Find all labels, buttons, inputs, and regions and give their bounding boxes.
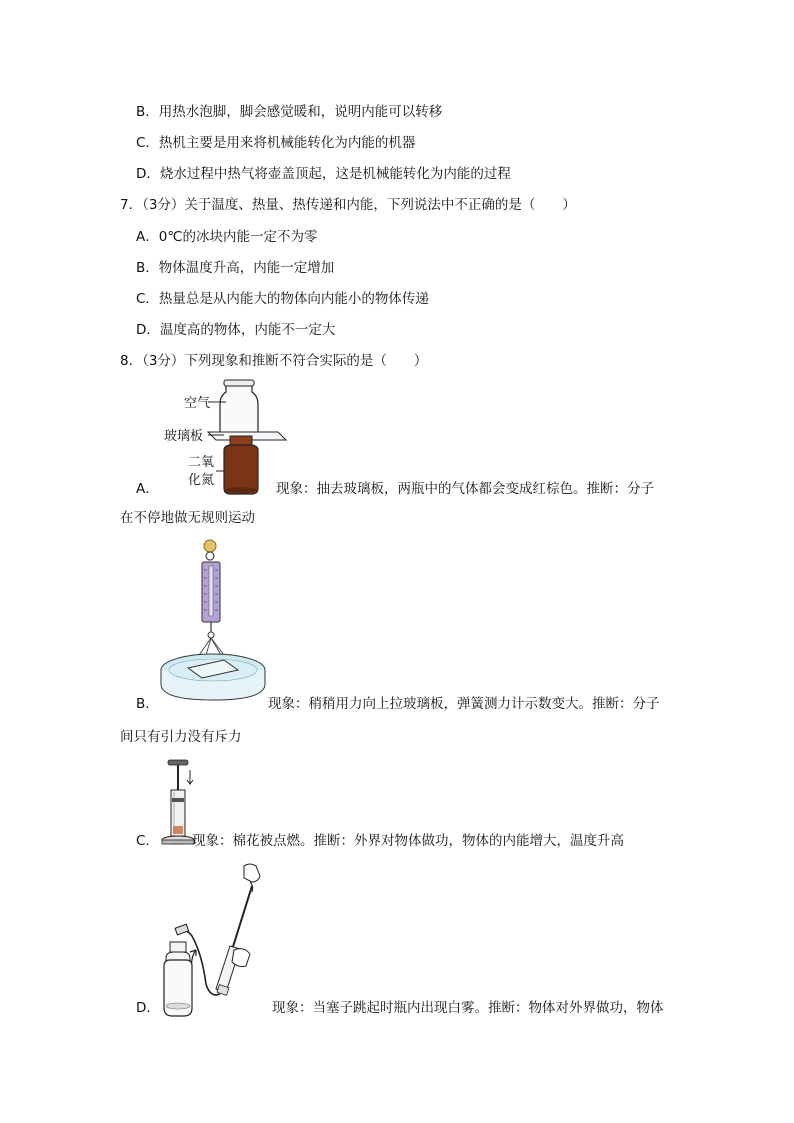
q8-option-d-text: 现象：当塞子跳起时瓶内出现白雾。推断：物体对外界做功，物体: [272, 1000, 664, 1016]
q8-option-a-letter: A．: [136, 481, 159, 497]
q8-option-c-text: 现象：棉花被点燃。推断：外界对物体做功，物体的内能增大，温度升高: [192, 833, 624, 849]
q6-option-c: C．热机主要是用来将机械能转化为内能的机器: [136, 135, 416, 151]
label-no2-line1: 二氧: [188, 455, 215, 470]
q6-option-d: D．烧水过程中热气将壶盖顶起，这是机械能转化为内能的过程: [136, 166, 511, 182]
label-no2-line2: 化氮: [188, 473, 215, 488]
q8-option-a-text-2: 在不停地做无规则运动: [120, 510, 255, 526]
label-air: 空气: [184, 396, 211, 411]
q7-option-b: B．物体温度升高，内能一定增加: [136, 260, 335, 276]
q8-option-d-letter: D．: [136, 1000, 160, 1016]
q8-option-c-letter: C．: [136, 833, 159, 849]
q8-option-a-text-1: 现象：抽去玻璃板，两瓶中的气体都会变成红棕色。推断：分子: [276, 481, 654, 497]
figure-air-compression-igniter: [160, 758, 196, 850]
q8-stem: 8．（3分）下列现象和推断不符合实际的是（ ）: [120, 353, 428, 369]
q7-option-a: A．0℃的冰块内能一定不为零: [136, 229, 318, 245]
q8-option-b-text-2: 间只有引力没有斥力: [120, 729, 242, 745]
q8-option-b-letter: B．: [136, 696, 159, 712]
label-glass-plate: 玻璃板: [164, 429, 204, 444]
q7-option-c: C．热量总是从内能大的物体向内能小的物体传递: [136, 291, 429, 307]
figure-bottle-pump: [160, 862, 280, 1020]
q8-option-b-text-1: 现象：稍稍用力向上拉玻璃板，弹簧测力计示数变大。推断：分子: [268, 696, 660, 712]
figure-spring-scale: [158, 538, 268, 703]
q7-option-d: D．温度高的物体，内能不一定大: [136, 322, 336, 338]
q7-stem: 7．（3分）关于温度、热量、热传递和内能，下列说法中不正确的是（ ）: [120, 197, 576, 213]
q6-option-b: B．用热水泡脚，脚会感觉暖和，说明内能可以转移: [136, 104, 443, 120]
